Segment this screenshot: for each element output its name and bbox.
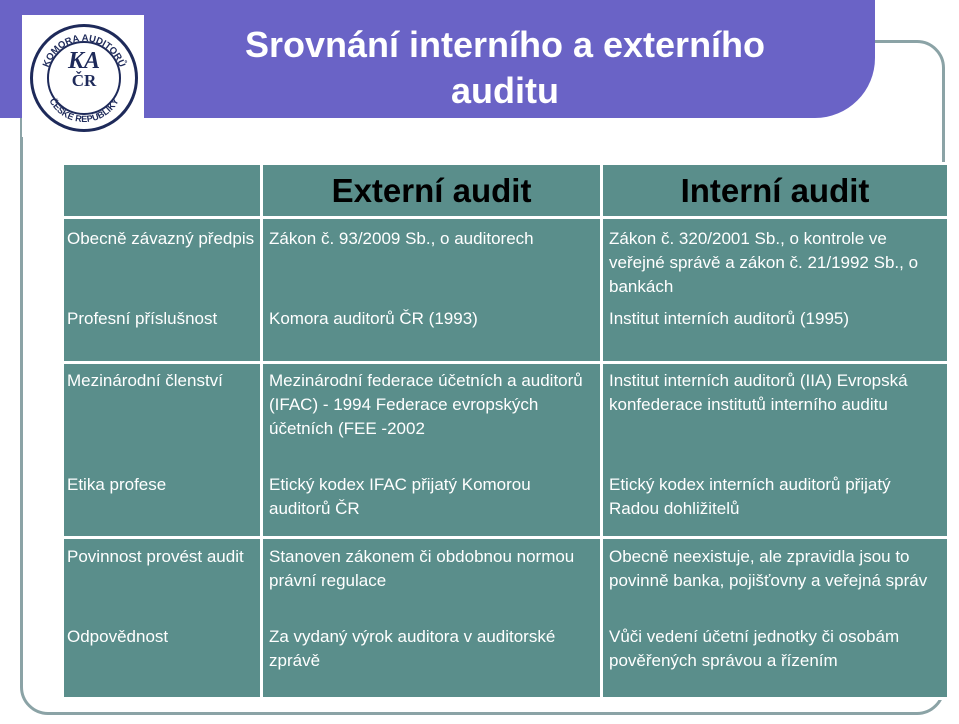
logo-country: ČR: [71, 71, 97, 90]
row-label-obecne-zavazny-predpis: Obecně závazný předpis: [67, 229, 255, 248]
logo-arc-bottom-text: ČESKÉ REPUBLIKY: [47, 96, 121, 125]
table-grid-line: [600, 162, 603, 700]
table-grid-line: [260, 162, 263, 700]
table-grid-line: [61, 361, 950, 364]
table-grid-line: [947, 162, 950, 700]
logo-arc-top-text: KOMORA AUDITORŮ: [40, 32, 128, 69]
table-grid-line: [61, 216, 950, 219]
header-external-audit: Externí audit: [331, 172, 532, 209]
row-label-profesni-prislusnost: Profesní příslušnost: [67, 309, 218, 328]
cell-external-clenstvi: Mezinárodní federace účetních a auditorů (IFAC) - 1994 Federace evropských účetních (FEE -2002: [269, 371, 583, 438]
slide-title: [150, 22, 860, 114]
slide-title-line-1: Srovnání interního a externího: [244, 24, 766, 65]
table-grid-line: [61, 162, 64, 700]
row-label-odpovednost: Odpovědnost: [67, 627, 169, 646]
row-label-mezinarodni-clenstvi: Mezinárodní členství: [67, 371, 223, 390]
slide-title-line-2: auditu: [451, 70, 559, 111]
cell-external-povinnost: Stanoven zákonem či obdobnou normou právní regulace: [269, 547, 575, 590]
table-grid-line: [61, 536, 950, 539]
cell-external-prislusnost: Komora auditorů ČR (1993): [269, 309, 478, 328]
table-grid-line: [61, 162, 950, 165]
cell-external-predpis: Zákon č. 93/2009 Sb., o auditorech: [269, 229, 534, 248]
cell-internal-odpovednost: Vůči vedení účetní jednotky či osobám pověřených správou a řízením: [609, 627, 900, 670]
cell-internal-povinnost: Obecně neexistuje, ale zpravidla jsou to povinně banka, pojišťovny a veřejná správ: [609, 547, 928, 590]
table-grid-line: [61, 697, 950, 700]
comparison-table: [61, 162, 950, 700]
cell-internal-predpis: Zákon č. 320/2001 Sb., o kontrole ve veřejné správě a zákon č. 21/1992 Sb., o bankách: [609, 229, 919, 296]
row-label-povinnost-provest-audit: Povinnost provést audit: [67, 547, 244, 566]
cell-external-odpovednost: Za vydaný výrok auditora v auditorské zprávě: [269, 627, 556, 670]
cell-internal-prislusnost: Institut interních auditorů (1995): [609, 309, 850, 328]
cell-external-etika: Etický kodex IFAC přijatý Komorou auditorů ČR: [269, 475, 531, 518]
header-internal-audit: Interní audit: [680, 172, 870, 209]
cell-internal-clenstvi: Institut interních auditorů (IIA) Evropská konfederace institutů interního auditu: [609, 371, 908, 414]
cell-internal-etika: Etický kodex interních auditorů přijatý Radou dohližitelů: [609, 475, 891, 518]
row-label-etika-profese: Etika profese: [67, 475, 167, 494]
komora-auditoru-logo: [30, 24, 138, 132]
logo-initials: KA: [67, 48, 100, 74]
